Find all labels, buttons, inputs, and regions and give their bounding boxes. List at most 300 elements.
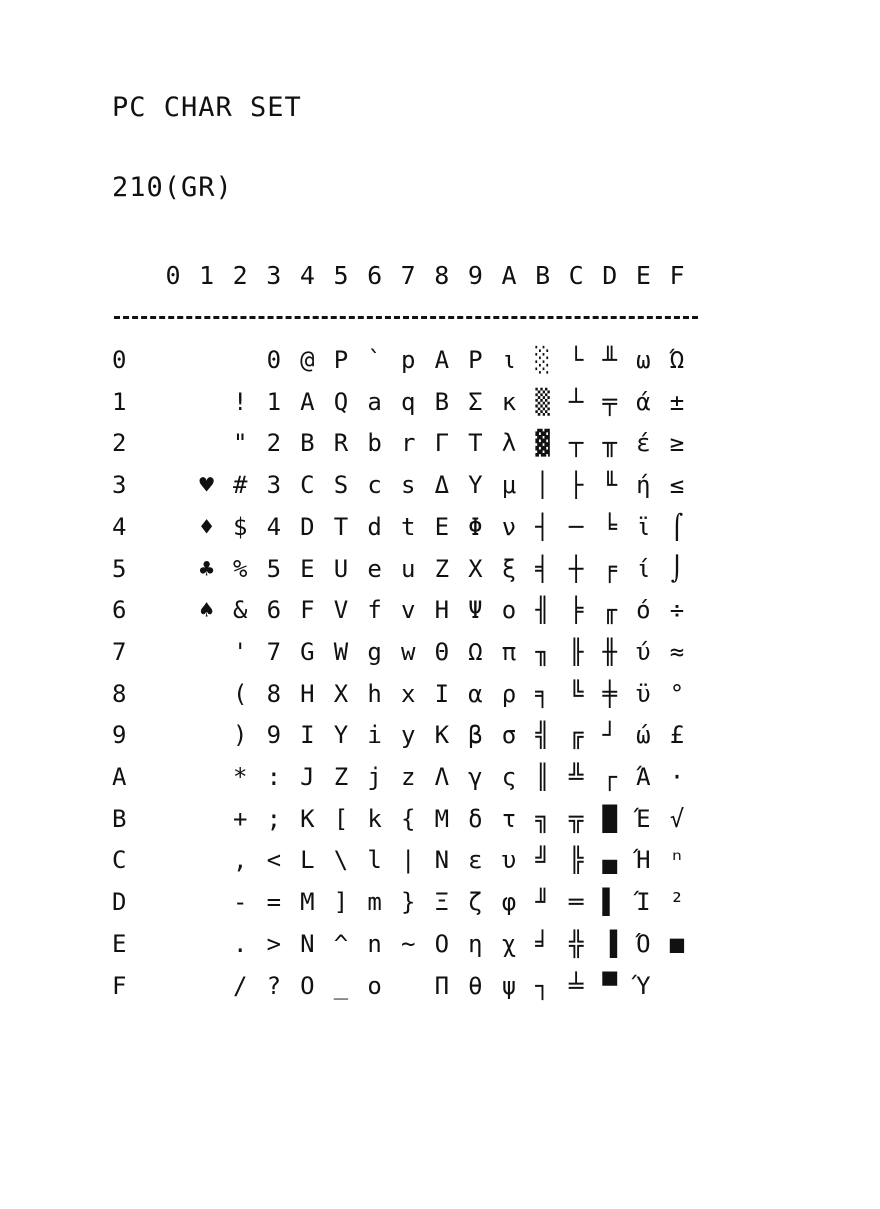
table-row: [0, 799, 880, 841]
char-cell: Χ: [468, 554, 483, 583]
char-cell: *: [232, 763, 248, 791]
table-row: [0, 340, 880, 382]
char-cell: υ: [501, 846, 517, 875]
char-cell: ): [232, 721, 248, 750]
char-cell: v: [400, 596, 416, 625]
char-cell: ]: [333, 888, 349, 917]
row-label-5: 5: [112, 554, 127, 583]
char-cell: Έ: [636, 804, 651, 833]
column-header-d: D: [602, 261, 618, 290]
char-cell: _: [333, 971, 349, 1000]
char-cell: B: [300, 429, 315, 458]
char-cell: R: [333, 429, 349, 458]
char-cell: [156, 465, 190, 507]
row-label-0: 0: [112, 346, 127, 374]
char-cell: g: [367, 637, 382, 666]
char-cell: ▀: [602, 971, 618, 1000]
char-cell: [391, 966, 425, 1008]
char-cell: ╔: [568, 721, 584, 750]
char-cell: ╖: [535, 637, 550, 666]
char-cell: [190, 382, 224, 424]
char-cell: μ: [501, 471, 517, 500]
column-header-1: 1: [199, 261, 215, 290]
char-cell: Ξ: [434, 888, 450, 917]
char-cell: Ζ: [434, 554, 450, 583]
char-cell: Τ: [468, 429, 483, 458]
char-cell: ^: [333, 929, 349, 958]
char-cell: c: [367, 471, 382, 500]
char-cell: [156, 507, 190, 549]
char-cell: λ: [501, 429, 517, 458]
char-cell: [190, 757, 224, 799]
char-cell: Ο: [434, 929, 450, 958]
char-cell: ύ: [636, 637, 651, 666]
char-cell: Ω: [468, 637, 483, 666]
char-cell: ╦: [568, 804, 584, 833]
char-cell: Φ: [468, 512, 483, 541]
char-cell: [156, 840, 190, 882]
char-cell: [156, 674, 190, 716]
char-cell: ⌡: [669, 554, 685, 583]
char-cell: [156, 590, 190, 632]
char-cell: Z: [333, 763, 349, 791]
char-cell: 6: [266, 596, 282, 625]
char-cell: Θ: [434, 637, 450, 666]
char-cell: u: [400, 554, 416, 583]
column-header-b: B: [535, 261, 551, 290]
char-cell: A: [434, 346, 450, 374]
char-cell: I: [300, 721, 315, 750]
char-cell: ╬: [568, 929, 584, 958]
char-cell: έ: [636, 429, 651, 458]
char-cell: L: [300, 846, 315, 875]
char-cell: ≤: [669, 471, 685, 500]
column-header-8: 8: [434, 261, 450, 290]
char-cell: [156, 382, 190, 424]
column-header-7: 7: [400, 261, 416, 290]
table-row: [0, 966, 880, 1008]
char-cell: |: [400, 846, 416, 875]
header-divider: [114, 316, 698, 319]
char-cell: t: [400, 512, 416, 541]
char-cell: ή: [636, 471, 651, 500]
char-cell: V: [333, 596, 349, 625]
char-cell: ┬: [568, 429, 584, 458]
char-cell: ╟: [568, 637, 584, 666]
char-cell: ≈: [669, 637, 685, 666]
char-cell: 3: [266, 471, 282, 500]
char-cell: ╛: [535, 929, 550, 958]
char-cell: P: [333, 346, 349, 374]
char-cell: 1: [266, 387, 282, 416]
char-cell: h: [367, 679, 382, 708]
column-header-e: E: [635, 261, 651, 290]
char-cell: U: [333, 554, 349, 583]
row-label-d: D: [112, 888, 127, 917]
char-cell: d: [367, 512, 382, 541]
row-label-f: F: [112, 971, 127, 1000]
char-cell: K: [300, 804, 315, 833]
char-cell: k: [367, 804, 382, 833]
char-cell: ,: [232, 846, 248, 875]
char-cell: ψ: [501, 971, 517, 1000]
char-cell: √: [669, 804, 685, 833]
char-cell: C: [300, 471, 315, 500]
table-row: [0, 590, 880, 632]
char-cell: =: [266, 888, 282, 917]
row-label-c: C: [112, 846, 127, 875]
char-cell: α: [468, 679, 483, 708]
char-cell: S: [333, 471, 349, 500]
table-row: [0, 423, 880, 465]
char-cell: $: [232, 512, 248, 541]
column-header-0: 0: [165, 261, 181, 290]
char-cell: P: [468, 346, 483, 374]
character-table: [0, 340, 880, 1020]
char-cell: 4: [266, 512, 282, 541]
char-cell: m: [367, 888, 382, 917]
char-cell: η: [468, 929, 483, 958]
char-cell: e: [367, 554, 382, 583]
char-cell: ┴: [568, 387, 584, 416]
char-cell: ▌: [602, 888, 618, 917]
char-cell: ╫: [602, 637, 618, 666]
char-cell: Μ: [434, 804, 450, 833]
char-cell: ┘: [602, 721, 618, 750]
char-cell: y: [400, 721, 416, 750]
char-cell: f: [367, 596, 382, 625]
char-cell: Η: [434, 596, 450, 625]
char-cell: ┼: [568, 554, 584, 583]
char-cell: ό: [636, 596, 651, 625]
char-cell: °: [669, 679, 685, 708]
char-cell: ±: [669, 387, 685, 416]
char-cell: -: [232, 888, 248, 917]
char-cell: [156, 757, 190, 799]
char-cell: H: [300, 679, 315, 708]
char-cell: ;: [266, 804, 282, 833]
page-title: PC CHAR SET: [112, 92, 302, 123]
char-cell: ώ: [636, 721, 651, 750]
char-cell: Λ: [434, 763, 450, 791]
char-cell: ╣: [535, 721, 550, 750]
column-header-5: 5: [333, 261, 349, 290]
char-cell: &: [232, 596, 248, 625]
char-cell: ρ: [501, 679, 517, 708]
char-cell: θ: [468, 971, 483, 1000]
char-cell: ÷: [669, 596, 685, 625]
char-cell: █: [602, 804, 618, 833]
char-cell: A: [300, 387, 315, 416]
char-cell: ╡: [535, 554, 550, 583]
char-cell: ~: [400, 929, 416, 958]
char-cell: ⌠: [669, 512, 685, 541]
row-label-4: 4: [112, 512, 127, 541]
char-cell: +: [232, 804, 248, 833]
row-label-e: E: [112, 929, 127, 958]
char-cell: γ: [468, 763, 483, 791]
char-cell: ο: [501, 596, 517, 625]
char-cell: ♠: [199, 596, 214, 625]
char-cell: /: [232, 971, 248, 1000]
char-cell: ╩: [568, 763, 584, 791]
charset-code: 210(GR): [112, 172, 233, 203]
char-cell: [156, 799, 190, 841]
char-cell: ╝: [535, 846, 550, 875]
char-cell: ί: [636, 554, 651, 583]
char-cell: ╙: [602, 471, 618, 500]
char-cell: Ά: [636, 763, 651, 791]
table-row: [0, 549, 880, 591]
char-cell: δ: [468, 804, 483, 833]
char-cell: Y: [333, 721, 349, 750]
char-cell: x: [400, 679, 416, 708]
column-header-c: C: [568, 261, 584, 290]
char-cell: ά: [636, 387, 651, 416]
char-cell: [156, 340, 190, 382]
char-cell: [190, 340, 224, 382]
char-cell: β: [468, 721, 483, 750]
row-label-7: 7: [112, 637, 127, 666]
char-cell: ♦: [199, 512, 214, 541]
char-cell: └: [568, 346, 584, 374]
char-cell: [156, 715, 190, 757]
char-cell: w: [400, 637, 416, 666]
row-label-1: 1: [112, 387, 127, 416]
char-cell: 5: [266, 554, 282, 583]
char-cell: [190, 924, 224, 966]
char-cell: ╚: [568, 679, 584, 708]
char-cell: 8: [266, 679, 282, 708]
char-cell: ╧: [568, 971, 584, 1000]
char-cell: ═: [568, 888, 584, 917]
char-cell: π: [501, 637, 517, 666]
column-header-4: 4: [299, 261, 315, 290]
char-cell: B: [434, 387, 450, 416]
char-cell: [: [333, 804, 349, 833]
row-label-2: 2: [112, 429, 127, 458]
char-cell: !: [232, 387, 248, 416]
char-cell: ♥: [199, 471, 214, 500]
char-cell: ╞: [568, 596, 584, 625]
char-cell: σ: [501, 721, 517, 750]
char-cell: Ύ: [636, 971, 651, 1000]
char-cell: Ή: [636, 846, 651, 875]
char-cell: ϋ: [636, 679, 651, 708]
char-cell: ▐: [602, 929, 618, 958]
char-cell: p: [400, 346, 416, 374]
char-cell: ▒: [535, 387, 550, 416]
column-header-3: 3: [266, 261, 282, 290]
char-cell: £: [669, 721, 685, 750]
char-cell: M: [300, 888, 315, 917]
char-cell: D: [300, 512, 315, 541]
char-cell: Κ: [434, 721, 450, 750]
char-cell: b: [367, 429, 382, 458]
char-cell: [156, 966, 190, 1008]
column-header-6: 6: [367, 261, 383, 290]
char-cell: [190, 799, 224, 841]
char-cell: i: [367, 721, 382, 750]
char-cell: {: [400, 804, 416, 833]
char-cell: ┌: [602, 763, 618, 791]
char-cell: T: [333, 512, 349, 541]
char-cell: ': [232, 637, 248, 666]
char-cell: ║: [535, 763, 550, 791]
char-cell: ≥: [669, 429, 685, 458]
char-cell: [190, 632, 224, 674]
char-cell: Q: [333, 387, 349, 416]
char-cell: φ: [501, 888, 517, 917]
char-cell: Σ: [468, 387, 483, 416]
row-label-8: 8: [112, 679, 127, 708]
char-cell: ├: [568, 471, 584, 500]
char-cell: ι: [501, 346, 517, 374]
char-cell: ε: [468, 846, 483, 875]
char-cell: \: [333, 846, 349, 875]
char-cell: ": [232, 429, 248, 458]
char-cell: [190, 840, 224, 882]
char-cell: ┤: [535, 512, 550, 541]
char-cell: <: [266, 846, 282, 875]
char-cell: (: [232, 679, 248, 708]
char-cell: ·: [669, 763, 685, 791]
char-cell: ░: [535, 346, 550, 374]
table-row: [0, 715, 880, 757]
char-cell: ♣: [199, 554, 214, 583]
char-cell: >: [266, 929, 282, 958]
char-cell: [660, 966, 694, 1008]
char-cell: Ώ: [669, 346, 685, 374]
char-cell: ╕: [535, 679, 550, 708]
table-row: [0, 507, 880, 549]
char-cell: 7: [266, 637, 282, 666]
char-cell: ╢: [535, 596, 550, 625]
char-cell: ╜: [535, 888, 550, 917]
char-cell: 2: [266, 429, 282, 458]
char-cell: Γ: [434, 429, 450, 458]
char-cell: %: [232, 554, 248, 583]
char-cell: [190, 966, 224, 1008]
char-cell: ξ: [501, 554, 517, 583]
char-cell: [190, 674, 224, 716]
table-row: [0, 632, 880, 674]
char-cell: E: [300, 554, 315, 583]
table-row: [0, 757, 880, 799]
table-row: [0, 465, 880, 507]
char-cell: κ: [501, 387, 517, 416]
char-cell: q: [400, 387, 416, 416]
char-cell: ╤: [602, 387, 618, 416]
char-cell: [190, 882, 224, 924]
char-cell: n: [367, 929, 382, 958]
column-header-2: 2: [232, 261, 248, 290]
column-header-a: A: [501, 261, 517, 290]
char-cell: Ψ: [468, 596, 483, 625]
row-label-b: B: [112, 804, 127, 833]
char-cell: ▄: [602, 846, 618, 875]
char-cell: G: [300, 637, 315, 666]
char-cell: N: [300, 929, 315, 958]
char-cell: .: [232, 929, 248, 958]
char-cell: τ: [501, 804, 517, 833]
char-cell: ϊ: [636, 512, 651, 541]
char-cell: X: [333, 679, 349, 708]
char-cell: │: [535, 471, 550, 500]
char-cell: ╓: [602, 596, 618, 625]
table-row: [0, 840, 880, 882]
char-cell: ╒: [602, 554, 618, 583]
char-cell: Ν: [434, 846, 450, 875]
char-cell: ■: [669, 929, 685, 958]
char-cell: ╘: [602, 512, 618, 541]
table-row: [0, 882, 880, 924]
row-label-3: 3: [112, 471, 127, 500]
char-cell: F: [300, 596, 315, 625]
char-cell: ╗: [535, 804, 550, 833]
char-cell: ┐: [535, 971, 550, 1000]
table-row: [0, 382, 880, 424]
char-cell: }: [400, 888, 416, 917]
char-cell: :: [266, 763, 282, 791]
char-cell: ╪: [602, 679, 618, 708]
row-label-9: 9: [112, 721, 127, 750]
char-cell: ╠: [568, 846, 584, 875]
char-cell: O: [300, 971, 315, 1000]
char-cell: W: [333, 637, 349, 666]
char-cell: 0: [266, 346, 282, 374]
char-cell: χ: [501, 929, 517, 958]
char-cell: ╥: [602, 429, 618, 458]
char-cell: J: [300, 763, 315, 791]
char-cell: ω: [636, 346, 651, 374]
table-row: [0, 674, 880, 716]
column-header-row: [0, 258, 880, 294]
row-label-6: 6: [112, 596, 127, 625]
column-header-9: 9: [467, 261, 483, 290]
char-cell: [156, 882, 190, 924]
char-cell: ς: [501, 763, 517, 791]
char-cell: @: [300, 346, 315, 374]
char-cell: l: [367, 846, 382, 875]
char-cell: #: [232, 471, 248, 500]
char-cell: ²: [669, 888, 685, 917]
char-cell: [156, 549, 190, 591]
char-cell: o: [367, 971, 382, 1000]
char-cell: [156, 423, 190, 465]
column-header-f: F: [669, 261, 685, 290]
char-cell: [156, 924, 190, 966]
char-cell: z: [400, 763, 416, 791]
char-cell: r: [400, 429, 416, 458]
char-cell: [223, 340, 257, 382]
char-cell: ν: [501, 512, 517, 541]
char-cell: s: [400, 471, 416, 500]
char-cell: [190, 423, 224, 465]
char-cell: [190, 715, 224, 757]
char-cell: ⁿ: [669, 846, 685, 875]
char-cell: Ό: [636, 929, 651, 958]
char-cell: Δ: [434, 471, 450, 500]
char-cell: ?: [266, 971, 282, 1000]
char-cell: Ι: [434, 679, 450, 708]
char-cell: [156, 632, 190, 674]
char-cell: Υ: [468, 471, 483, 500]
char-cell: ─: [568, 512, 584, 541]
row-label-a: A: [112, 763, 127, 791]
char-cell: ζ: [468, 888, 483, 917]
char-cell: ╨: [602, 346, 618, 374]
